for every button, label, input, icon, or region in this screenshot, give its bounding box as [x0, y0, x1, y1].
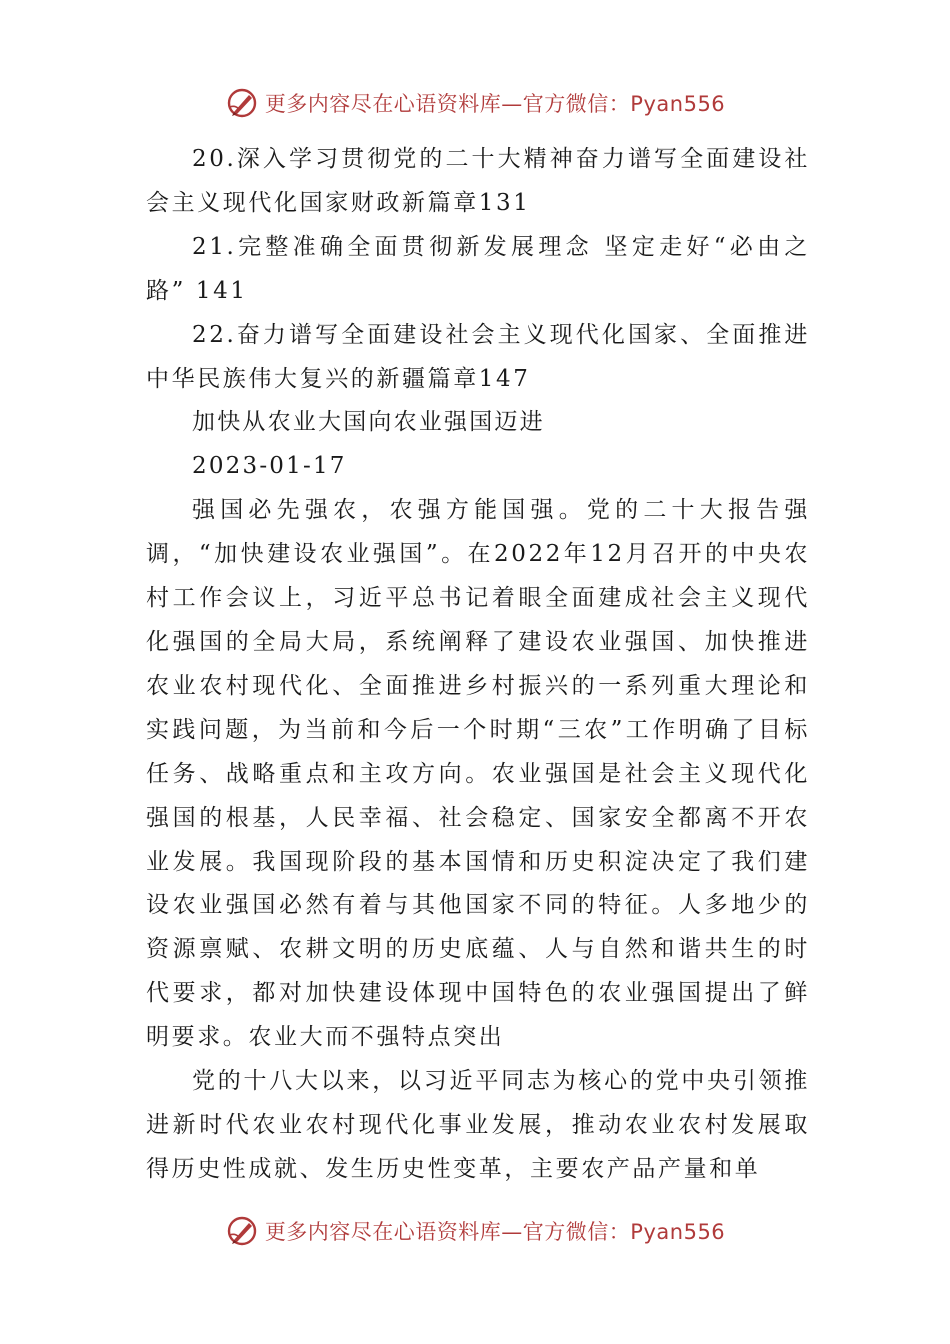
- toc-entry-21: 21.完整准确全面贯彻新发展理念 坚定走好“必由之路” 141: [146, 233, 810, 304]
- article-title: 加快从农业大国向农业强国迈进: [192, 409, 545, 436]
- header-watermark-banner: [0, 83, 950, 123]
- article-date: 2023-01-17: [192, 453, 347, 480]
- footer-watermark-text: 更多内容尽在心语资料库—官方微信：Pyan556: [264, 1220, 726, 1244]
- header-watermark-text: 更多内容尽在心语资料库—官方微信：Pyan556: [264, 92, 726, 116]
- toc-entry-22: 22.奋力谱写全面建设社会主义现代化国家、全面推进中华民族伟大复兴的新疆篇章147: [146, 321, 810, 392]
- pen-logo-icon: [225, 86, 259, 120]
- toc-entry-20: 20.深入学习贯彻党的二十大精神奋力谱写全面建设社会主义现代化国家财政新篇章131: [146, 146, 810, 216]
- article-paragraph-2: 党的十八大以来，以习近平同志为核心的党中央引领推进新时代农业农村现代化事业发展，推动农业农村发展取得历史性成就、发生历史性变革，主要农产品产量和单: [146, 1068, 810, 1182]
- article-paragraph-1: 强国必先强农，农强方能国强。党的二十大报告强调，“加快建设农业强国”。在2022年12月召开的中央农村工作会议上，习近平总书记着眼全面建成社会主义现代化强国的全局大局，系统阐释了建设农业强国、加快推进农业农村现代化、全面推进乡村振兴的一系列重大理论和实践问题，为当前和今后一个时期“三农”工作明确了目标任务、战略重点和主攻方向。农业强国是社会主义现代化强国的根基，人民幸福、社会稳定、国家安全都离不开农业发展。我国现阶段的基本国情和历史积淀决定了我们建设农业强国必然有着与其他国家不同的特征。人多地少的资源禀赋、农耕文明的历史底蕴、人与自然和谐共生的时代要求，都对加快建设体现中国特色的农业强国提出了鲜明要求。农业大而不强特点突出: [146, 497, 810, 1051]
- pen-logo-icon: [225, 1214, 259, 1248]
- footer-watermark-banner: [0, 1211, 950, 1251]
- document-body: [146, 138, 810, 1192]
